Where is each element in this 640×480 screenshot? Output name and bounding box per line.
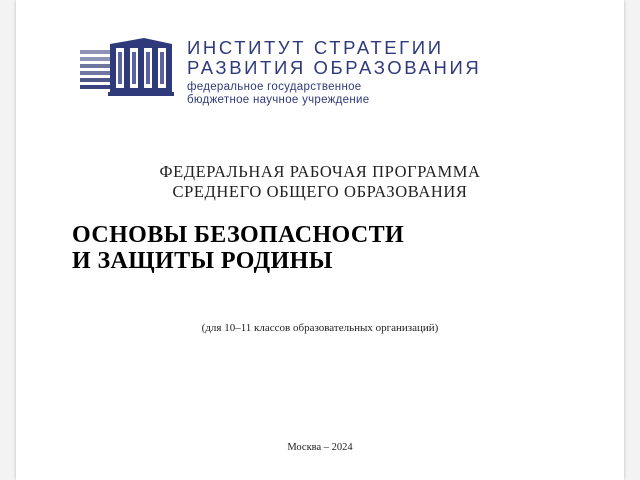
institute-name: [187, 38, 481, 78]
institute-subtitle-line-2: бюджетное научное учреждение: [187, 94, 370, 106]
institute-header: [80, 34, 580, 112]
institute-name-line-2: РАЗВИТИЯ ОБРАЗОВАНИЯ: [187, 57, 482, 78]
city-year-footer: Москва – 2024: [287, 442, 353, 453]
institute-subtitle-line-1: федеральное государственное: [187, 81, 362, 93]
institute-subtitle: [187, 81, 369, 107]
institute-name-line-1: ИНСТИТУТ СТРАТЕГИИ: [187, 37, 444, 58]
program-title: [0, 162, 640, 202]
program-title-line-2: СРЕДНЕГО ОБЩЕГО ОБРАЗОВАНИЯ: [172, 182, 468, 201]
subject-title: [72, 222, 404, 274]
grades-note: (для 10–11 классов образовательных организаций): [201, 322, 439, 334]
building-columns-icon: [80, 36, 176, 100]
subject-title-line-2: И ЗАЩИТЫ РОДИНЫ: [72, 248, 333, 274]
program-title-line-1: ФЕДЕРАЛЬНАЯ РАБОЧАЯ ПРОГРАММА: [159, 162, 481, 181]
subject-title-line-1: ОСНОВЫ БЕЗОПАСНОСТИ: [72, 222, 405, 248]
